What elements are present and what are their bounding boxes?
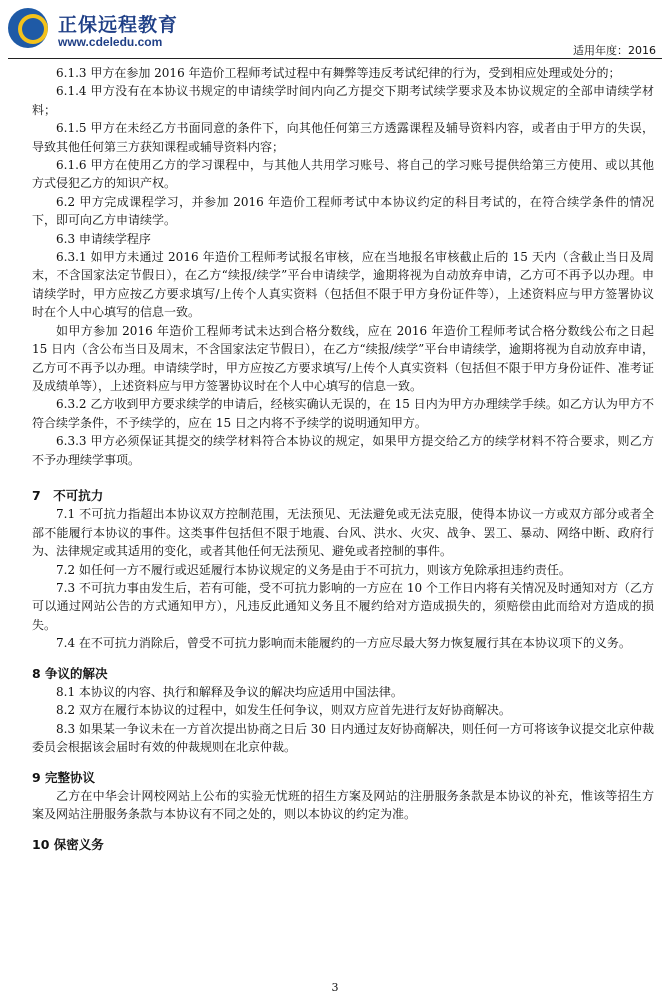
paragraph-6-2: 6.2 甲方完成课程学习，并参加 2016 年造价工程师考试中本协议约定的科目考试的，在符合续学条件的情况下，即可向乙方申请续学。 <box>32 194 654 228</box>
paragraph-6-3-2: 6.3.2 乙方收到甲方要求续学的申请后，经核实确认无误的，在 15 日内为甲方办理续学手续。如乙方认为甲方不符合续学条件，不予续学的，应在 15 日之内将不予续学的说明通知甲方。 <box>32 397 654 430</box>
paragraph-6-3-1-b: 如甲方参加 2016 年造价工程师考试未达到合格分数线，应在 2016 年造价工程师考试合格分数线公布之日起 15 日内（含公布当日及周末，不含国家法定节假日），在乙方“续报/续学”平台申请续学，逾期将视为自动放弃申请，乙方可不再予以办理。申请续学时，甲方应按乙方要求填写/上传个人真实资料（包括但不限于甲方身份证件、准考证及成绩单等），上述资料应与甲方签署协议时在个人中心填写的信息一致。 <box>32 323 654 393</box>
section-7-heading: 7 不可抗力 <box>32 487 104 503</box>
paragraph-6-3-3: 6.3.3 甲方必须保证其提交的续学材料符合本协议的规定，如果甲方提交给乙方的续学材料不符合要求，则乙方不予办理续学事项。 <box>32 434 654 467</box>
section-10-heading: 10 保密义务 <box>32 836 104 852</box>
paragraph-7-4: 7.4 在不可抗力消除后，曾受不可抗力影响而未能履约的一方应尽最大努力恢复履行其在本协议项下的义务。 <box>56 636 631 651</box>
header-divider <box>8 58 662 59</box>
paragraph-6-3: 6.3 申请续学程序 <box>56 231 151 246</box>
paragraph-6-1-6: 6.1.6 甲方在使用乙方的学习课程中，与其他人共用学习账号、将自己的学习账号提供给第三方使用、或以其他方式侵犯乙方的知识产权。 <box>32 158 654 191</box>
section-8-heading: 8 争议的解决 <box>32 665 108 681</box>
paragraph-6-1-5: 6.1.5 甲方在未经乙方书面同意的条件下，向其他任何第三方透露课程及辅导资料内容，或者由于甲方的失误，导致其他任何第三方获知课程或辅导资料内容； <box>32 121 654 154</box>
paragraph-7-1: 7.1 不可抗力指超出本协议双方控制范围，无法预见、无法避免或无法克服，使得本协议一方或双方部分或者全部不能履行本协议的事件。这类事件包括但不限于地震、台风、洪水、火灾、战争、罢工、暴动、网络中断、政府行为、法律规定或其适用的变化，或者其他任何无法预见、避免或者控制的事件。 <box>32 507 654 559</box>
paragraph-6-3-1: 6.3.1 如甲方未通过 2016 年造价工程师考试报名审核，应在当地报名审核截止后的 15 天内（含截止当日及周末，不含国家法定节假日），在乙方“续报/续学”平台申请续学，逾期将视为自动放弃申请，乙方可不再予以办理。申请续学时，甲方应按乙方要求填写/上传个人真实资料（包括但不限于甲方身份证件等），上述资料应与甲方签署协议时在个人中心填写的信息一致。 <box>32 250 654 320</box>
paragraph-8-2: 8.2 双方在履行本协议的过程中，如发生任何争议，则双方应首先进行友好协商解决。 <box>56 703 511 718</box>
paragraph-8-1: 8.1 本协议的内容、执行和解释及争议的解决均应适用中国法律。 <box>56 685 403 699</box>
document-body <box>32 64 654 854</box>
logo-icon <box>8 8 48 48</box>
paragraph-9: 乙方在中华会计网校网站上公布的实验无忧班的招生方案及网站的注册服务条款是本协议的补充，惟该等招生方案及网站注册服务条款与本协议有不同之处的，则以本协议的约定为准。 <box>32 789 654 822</box>
section-9-heading: 9 完整协议 <box>32 769 96 785</box>
page-number: 3 <box>331 981 339 994</box>
paragraph-8-3: 8.3 如果某一争议未在一方首次提出协商之日后 30 日内通过友好协商解决，则任何一方可将该争议提交北京仲裁委员会根据该会届时有效的仲裁规则在北京仲裁。 <box>32 721 654 755</box>
paragraph-7-2: 7.2 如任何一方不履行或迟延履行本协议规定的义务是由于不可抗力，则该方免除承担违约责任。 <box>56 562 571 577</box>
brand-name: 正保远程教育 <box>58 14 179 36</box>
page-header <box>0 0 670 62</box>
paragraph-6-1-4: 6.1.4 甲方没有在本协议书规定的申请续学时间内向乙方提交下期考试续学要求及本协议规定的全部申请续学材料； <box>32 84 654 117</box>
brand-url: www.cdeledu.com <box>58 35 163 49</box>
applicable-year: 适用年度：2016 <box>573 44 656 57</box>
paragraph-7-3: 7.3 不可抗力事由发生后，若有可能，受不可抗力影响的一方应在 10 个工作日内将有关情况及时通知对方（乙方可以通过网站公告的方式通知甲方），凡违反此通知义务且不履约给对方造成损失的，须赔偿由此而给对方造成的损失。 <box>32 580 654 632</box>
paragraph-6-1-3: 6.1.3 甲方在参加 2016 年造价工程师考试过程中有舞弊等违反考试纪律的行为，受到相应处理或处分的； <box>56 66 621 80</box>
